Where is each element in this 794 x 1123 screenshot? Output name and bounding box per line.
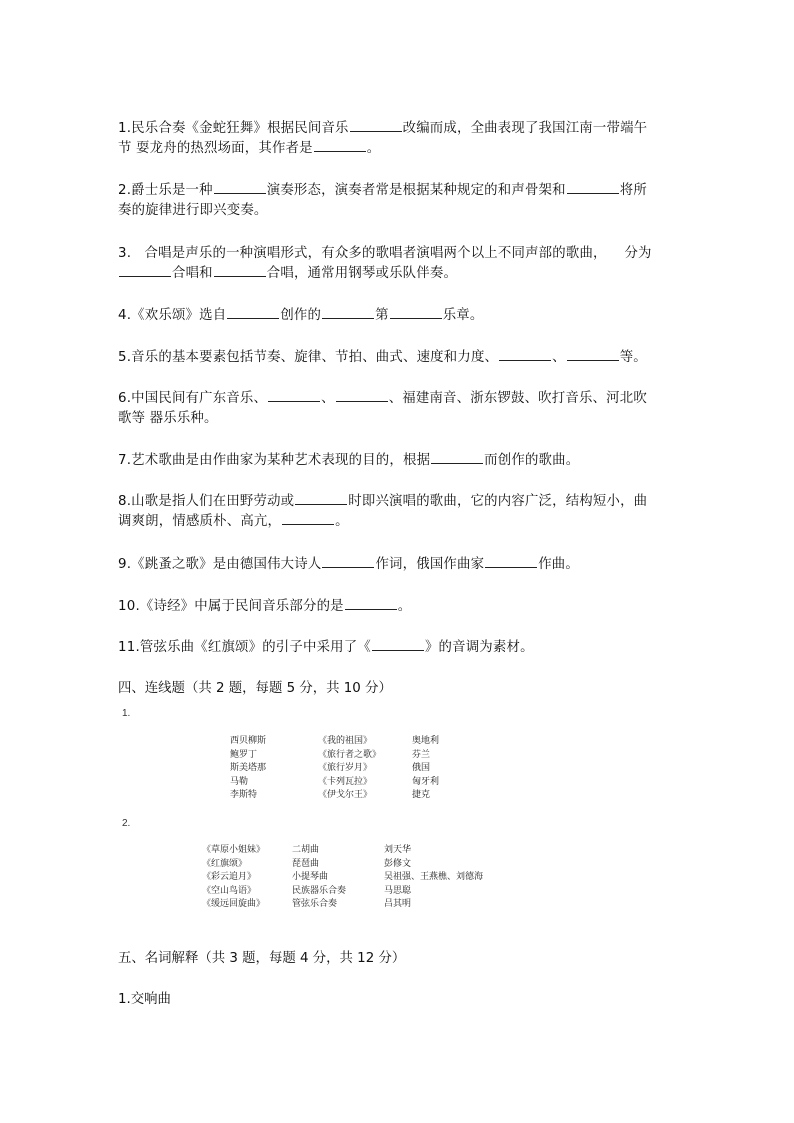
question-8 [118, 492, 678, 532]
blank [345, 597, 397, 610]
q4-text-b: 创作的 [280, 308, 322, 323]
blank [431, 451, 483, 464]
section-4-title: 四、连线题（共 2 题，每题 5 分，共 10 分） [118, 681, 392, 696]
list-item: 小提琴曲 [292, 872, 329, 882]
list-item: 《缓远回旋曲》 [202, 899, 266, 909]
blank [322, 555, 374, 568]
question-11 [118, 638, 678, 658]
list-item: 斯美塔那 [230, 763, 267, 773]
q6-text-d: 歌等 器乐乐种。 [118, 411, 218, 426]
question-1 [118, 119, 678, 159]
list-item: 《红旗颂》 [202, 858, 248, 869]
blank [499, 348, 551, 361]
list-item: 《彩云追月》 [202, 872, 257, 882]
q6-text-a: 6.中国民间有广东音乐、 [118, 391, 268, 406]
list-item: 西贝柳斯 [230, 736, 267, 746]
list-item: 捷克 [412, 790, 431, 800]
list-item: 马勒 [230, 776, 249, 787]
list-item: 民族器乐合奏 [292, 885, 347, 896]
question-5 [118, 348, 678, 368]
list-item: 《我的祖国》 [318, 736, 373, 746]
q2-text-d: 奏的旋律进行即兴变奏。 [118, 203, 268, 218]
matching-2-genres [292, 844, 346, 912]
list-item: 管弦乐合奏 [292, 899, 338, 909]
list-item: 匈牙利 [412, 776, 440, 787]
q5-text-b: 、 [552, 350, 566, 365]
blank [119, 264, 171, 277]
blank [485, 555, 537, 568]
q4-text-c: 第 [375, 308, 389, 323]
q6-text-c: 、福建南音、浙东锣鼓、吹打音乐、河北吹 [388, 391, 647, 406]
q5-text-c: 等。 [619, 350, 647, 365]
matching-item-1-number: 1. [122, 708, 131, 719]
q7-text-a: 7.艺术歌曲是由作曲家为某种艺术表现的目的，根据 [118, 453, 431, 468]
blank [214, 264, 266, 277]
blank [282, 512, 334, 525]
blank [336, 389, 388, 402]
q1-text-c: 节 耍龙舟的热烈场面，其作者是 [118, 141, 313, 156]
q8-text-c: 调爽朗，情感质朴、高亢， [118, 514, 282, 529]
q1-text-b: 改编而成，全曲表现了我国江南一带端午 [402, 121, 648, 136]
blank [372, 638, 424, 651]
question-9 [118, 555, 678, 575]
matching-1-countries [412, 735, 439, 803]
q1-text-d: 。 [366, 141, 381, 156]
list-item: 刘天华 [384, 845, 412, 855]
blank [268, 389, 320, 402]
list-item: 马思聪 [384, 885, 412, 896]
q3-text-b: 合唱和 [172, 266, 213, 281]
q8-text-d: 。 [335, 514, 349, 529]
q2-text-b: 演奏形态，演奏者常是根据某种规定的和声骨架和 [266, 183, 566, 198]
list-item: 琵琶曲 [292, 858, 320, 869]
matching-1-composers [230, 735, 266, 803]
list-item: 《伊戈尔王》 [318, 790, 373, 800]
list-item: 《空山鸟语》 [202, 885, 257, 896]
q1-text-a: 1.民乐合奏《金蛇狂舞》根据民间音乐 [118, 121, 349, 136]
q11-text-b: 》的音调为素材。 [424, 640, 534, 655]
blank [567, 181, 619, 194]
q4-text-a: 4.《欢乐颂》选自 [118, 308, 227, 323]
blank [390, 306, 442, 319]
q7-text-b: 而创作的歌曲。 [484, 453, 580, 468]
question-2 [118, 181, 678, 221]
q2-text-a: 2.爵士乐是一种 [118, 183, 213, 198]
q3-text-c: 合唱，通常用钢琴或乐队伴奏。 [266, 266, 458, 281]
q8-text-a: 8.山歌是指人们在田野劳动或 [118, 494, 295, 509]
blank [314, 139, 366, 152]
blank [214, 181, 266, 194]
question-4 [118, 306, 678, 326]
question-7 [118, 451, 678, 471]
list-item: 《卡列瓦拉》 [318, 776, 373, 787]
term-1: 1.交响曲 [118, 992, 171, 1007]
q5-text-a: 5.音乐的基本要素包括节奏、旋律、节拍、曲式、速度和力度、 [118, 350, 499, 365]
q9-text-a: 9.《跳蚤之歌》是由德国伟大诗人 [118, 557, 322, 572]
matching-item-2-number: 2. [122, 818, 131, 829]
question-6 [118, 389, 678, 429]
list-item: 奥地利 [412, 736, 440, 746]
list-item: 芬兰 [412, 749, 431, 760]
matching-2-composers [384, 844, 483, 912]
section-5-title: 五、名词解释（共 3 题，每题 4 分，共 12 分） [118, 951, 406, 966]
list-item: 李斯特 [230, 790, 258, 800]
matching-2-pieces [202, 844, 265, 912]
q9-text-b: 作词，俄国作曲家 [375, 557, 485, 572]
list-item: 俄国 [412, 763, 431, 773]
q2-text-c: 将所 [619, 183, 647, 198]
list-item: 彭修文 [384, 858, 412, 869]
blank [350, 119, 402, 132]
list-item: 吕其明 [384, 899, 412, 909]
list-item: 《旅行岁月》 [318, 763, 373, 773]
q6-text-b: 、 [321, 391, 335, 406]
q8-text-b: 时即兴演唱的歌曲，它的内容广泛，结构短小，曲 [348, 494, 648, 509]
list-item: 二胡曲 [292, 845, 320, 855]
q3-text-a: 3. 合唱是声乐的一种演唱形式，有众多的歌唱者演唱两个以上不同声部的歌曲， 分为 [118, 246, 652, 261]
question-10 [118, 597, 678, 617]
matching-1-works [318, 735, 381, 803]
blank [227, 306, 279, 319]
blank [567, 348, 619, 361]
question-3 [118, 244, 678, 284]
list-item: 吴祖强、王燕樵、刘德海 [384, 872, 484, 882]
blank [322, 306, 374, 319]
list-item: 鲍罗丁 [230, 749, 258, 760]
list-item: 《旅行者之歌》 [318, 749, 382, 760]
q11-text-a: 11.管弦乐曲《红旗颂》的引子中采用了《 [118, 640, 371, 655]
q4-text-d: 乐章。 [442, 308, 484, 323]
list-item: 《草原小姐妹》 [202, 845, 266, 855]
q10-text-b: 。 [397, 599, 412, 614]
blank [295, 492, 347, 505]
q10-text-a: 10.《诗经》中属于民间音乐部分的是 [118, 599, 344, 614]
q9-text-c: 作曲。 [538, 557, 579, 572]
